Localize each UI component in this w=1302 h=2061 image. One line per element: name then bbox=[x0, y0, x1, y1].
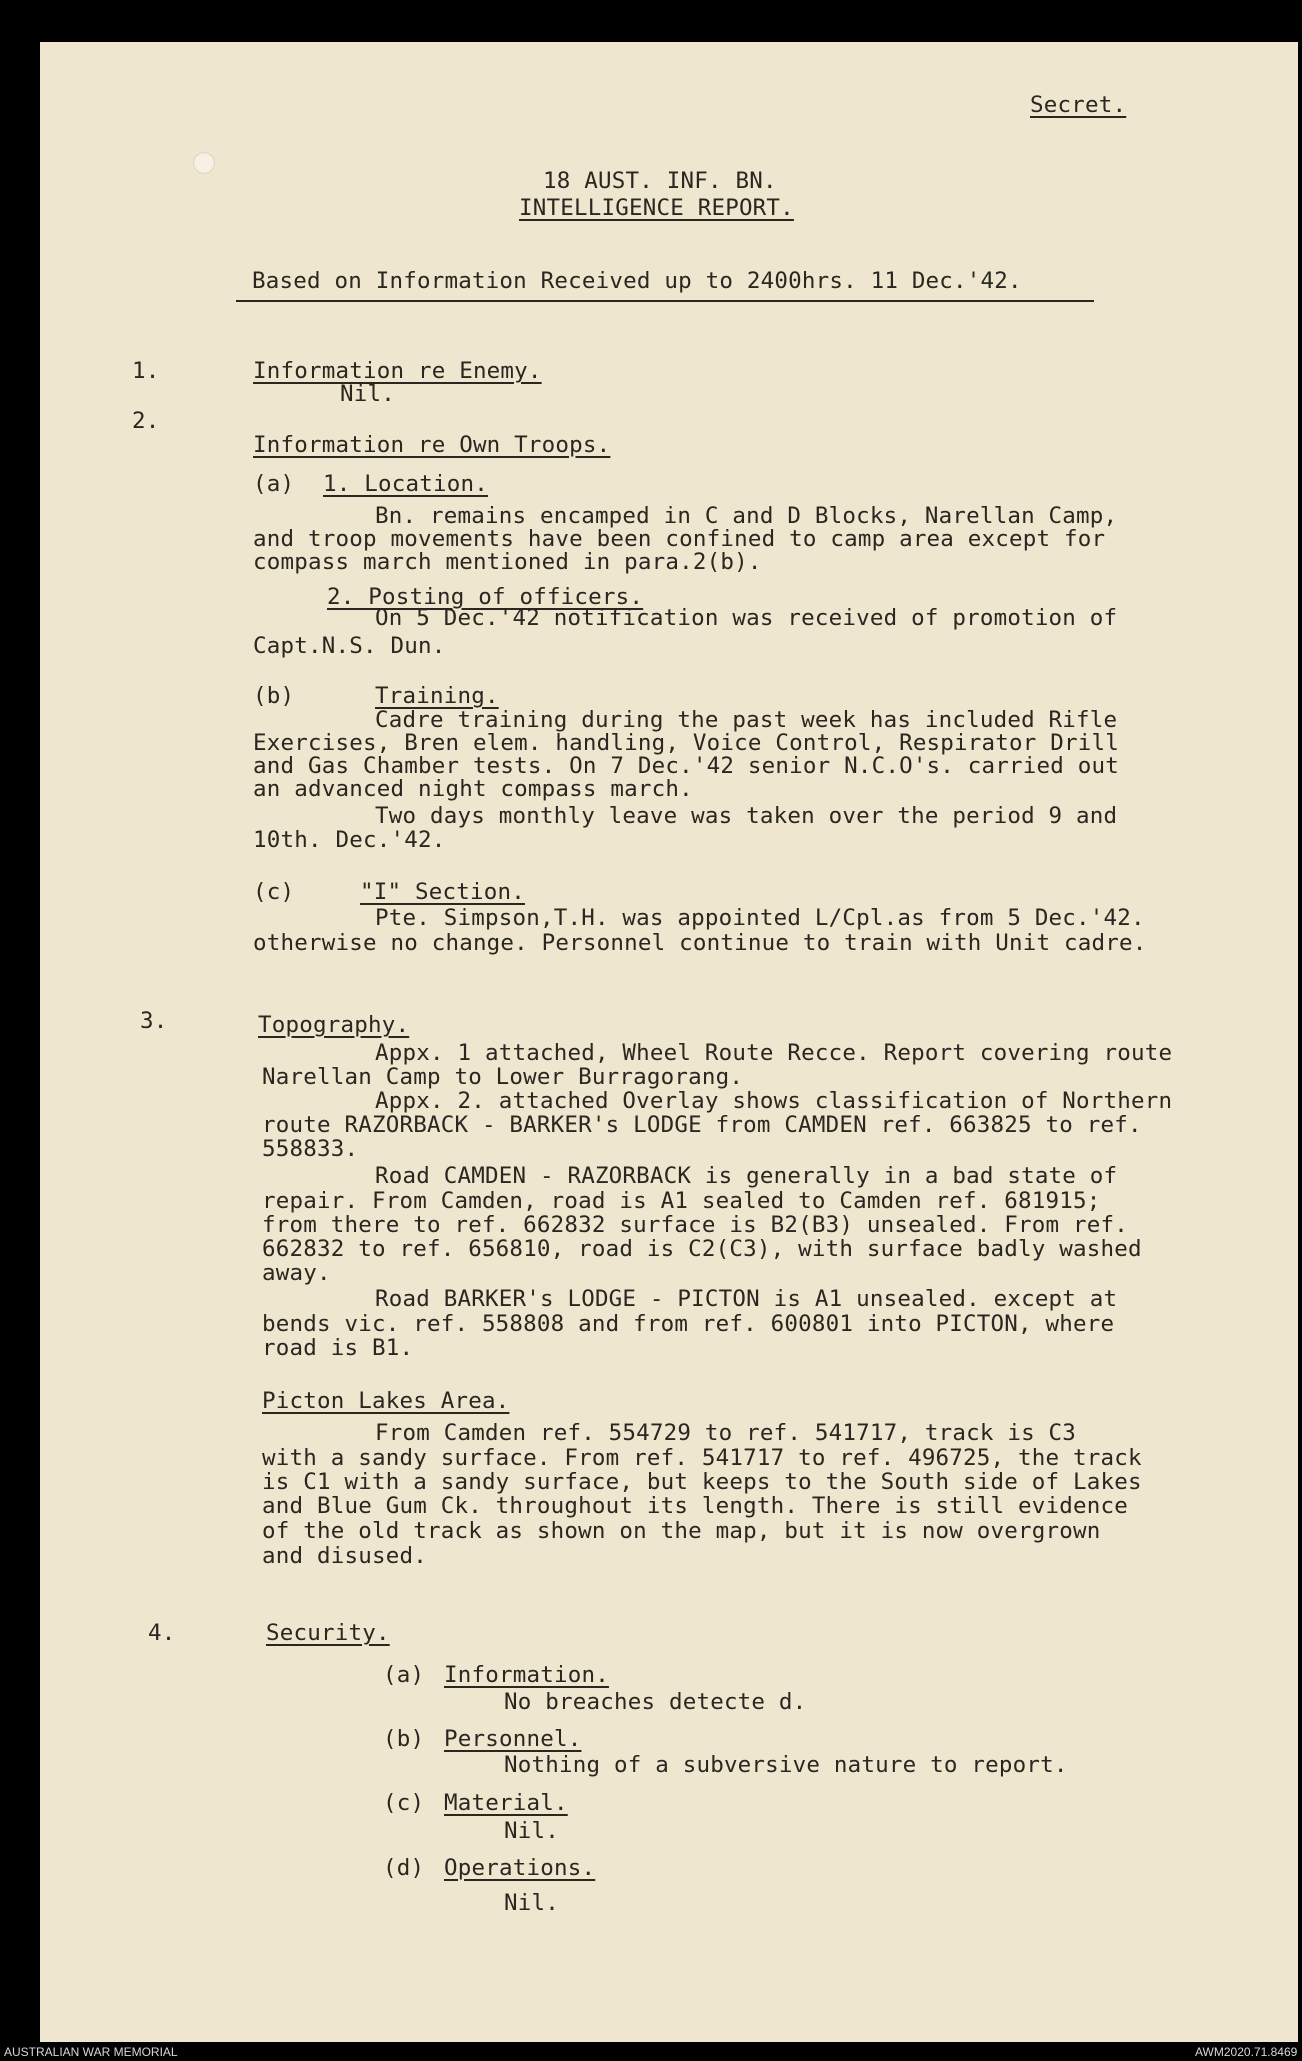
text-line: and troop movements have been confined to camp area except for bbox=[253, 526, 1106, 552]
section-4-heading: Security. bbox=[266, 1620, 390, 1646]
text-line: repair. From Camden, road is A1 sealed to Camden ref. 681915; bbox=[262, 1188, 1101, 1214]
text-line: Cadre training during the past week has included Rifle bbox=[375, 707, 1118, 733]
security-item-label: (d) bbox=[383, 1855, 425, 1881]
security-item-heading: Operations. bbox=[444, 1855, 596, 1881]
text-line: Bn. remains encamped in C and D Blocks, Narellan Camp, bbox=[375, 503, 1118, 529]
security-item-text: Nil. bbox=[504, 1890, 559, 1916]
text-line: and Blue Gum Ck. throughout its length. There is still evidence bbox=[262, 1493, 1129, 1519]
text-line: Road BARKER's LODGE - PICTON is A1 unsealed. except at bbox=[375, 1286, 1118, 1312]
text-line: is C1 with a sandy surface, but keeps to the South side of Lakes bbox=[262, 1469, 1142, 1495]
text-line: Narellan Camp to Lower Burragorang. bbox=[262, 1064, 744, 1090]
security-item-heading: Material. bbox=[444, 1790, 568, 1816]
security-item-heading: Information. bbox=[444, 1662, 609, 1688]
text-line: 10th. Dec.'42. bbox=[253, 827, 446, 853]
security-item-label: (c) bbox=[383, 1790, 425, 1816]
footer-source: AUSTRALIAN WAR MEMORIAL bbox=[4, 2045, 178, 2059]
text-line: 662832 to ref. 656810, road is C2(C3), with surface badly washed bbox=[262, 1236, 1142, 1262]
section-1-text: Nil. bbox=[340, 381, 395, 407]
security-item-label: (a) bbox=[383, 1662, 425, 1688]
section-2a2-heading: 2. Posting of officers. bbox=[327, 584, 644, 610]
text-line: away. bbox=[262, 1260, 331, 1286]
text-line: 558833. bbox=[262, 1136, 359, 1162]
security-item-text: No breaches detecte d. bbox=[504, 1689, 807, 1715]
unit-name: 18 AUST. INF. BN. bbox=[543, 168, 777, 194]
text-line: Road CAMDEN - RAZORBACK is generally in a bad state of bbox=[375, 1163, 1118, 1189]
text-line: route RAZORBACK - BARKER's LODGE from CAMDEN ref. 663825 to ref. bbox=[262, 1112, 1142, 1138]
footer-accession-number: AWM2020.71.8469 bbox=[1195, 2045, 1298, 2059]
text-line: Capt.N.S. Dun. bbox=[253, 633, 446, 659]
section-2b-heading: Training. bbox=[375, 683, 499, 709]
security-item-heading: Personnel. bbox=[444, 1726, 582, 1752]
text-line: road is B1. bbox=[262, 1335, 414, 1361]
classification-label: Secret. bbox=[1030, 92, 1127, 118]
header-rule bbox=[236, 300, 1094, 302]
punch-hole bbox=[193, 152, 215, 174]
security-item-text: Nil. bbox=[504, 1818, 559, 1844]
picton-lakes-heading: Picton Lakes Area. bbox=[262, 1388, 510, 1414]
text-line: compass march mentioned in para.2(b). bbox=[253, 549, 762, 575]
section-1-heading: Information re Enemy. bbox=[253, 358, 542, 384]
section-2-number: 2. bbox=[132, 408, 160, 434]
text-line: an advanced night compass march. bbox=[253, 776, 693, 802]
section-2c-label: (c) bbox=[253, 879, 295, 905]
text-line: of the old track as shown on the map, but it is now overgrown bbox=[262, 1518, 1101, 1544]
section-2-heading: Information re Own Troops. bbox=[253, 432, 611, 458]
security-item-text: Nothing of a subversive nature to report. bbox=[504, 1752, 1068, 1778]
text-line: and Gas Chamber tests. On 7 Dec.'42 senior N.C.O's. carried out bbox=[253, 753, 1120, 779]
section-2c-heading: "I" Section. bbox=[360, 879, 525, 905]
text-line: Appx. 2. attached Overlay shows classification of Northern bbox=[375, 1088, 1173, 1114]
text-line: bends vic. ref. 558808 and from ref. 600801 into PICTON, where bbox=[262, 1311, 1115, 1337]
text-line: with a sandy surface. From ref. 541717 to ref. 496725, the track bbox=[262, 1445, 1142, 1471]
section-4-number: 4. bbox=[148, 1620, 176, 1646]
security-item-label: (b) bbox=[383, 1726, 425, 1752]
section-1-number: 1. bbox=[132, 358, 160, 384]
text-line: from there to ref. 662832 surface is B2(B3) unsealed. From ref. bbox=[262, 1212, 1129, 1238]
section-2b-label: (b) bbox=[253, 683, 295, 709]
section-3-number: 3. bbox=[140, 1008, 168, 1034]
text-line: otherwise no change. Personnel continue to train with Unit cadre. bbox=[253, 930, 1147, 956]
text-line: and disused. bbox=[262, 1543, 427, 1569]
based-on-line: Based on Information Received up to 2400hrs. 11 Dec.'42. bbox=[252, 268, 1022, 294]
report-title: INTELLIGENCE REPORT. bbox=[519, 195, 794, 221]
text-line: On 5 Dec.'42 notification was received of promotion of bbox=[375, 605, 1118, 631]
section-3-heading: Topography. bbox=[258, 1012, 410, 1038]
section-2a1-heading: 1. Location. bbox=[323, 471, 488, 497]
text-line: Exercises, Bren elem. handling, Voice Control, Respirator Drill bbox=[253, 730, 1120, 756]
text-line: Two days monthly leave was taken over the period 9 and bbox=[375, 803, 1118, 829]
text-line: Appx. 1 attached, Wheel Route Recce. Report covering route bbox=[375, 1040, 1173, 1066]
section-2a-label: (a) bbox=[253, 471, 295, 497]
text-line: Pte. Simpson,T.H. was appointed L/Cpl.as from 5 Dec.'42. bbox=[375, 905, 1145, 931]
text-line: From Camden ref. 554729 to ref. 541717, track is C3 bbox=[375, 1420, 1077, 1446]
